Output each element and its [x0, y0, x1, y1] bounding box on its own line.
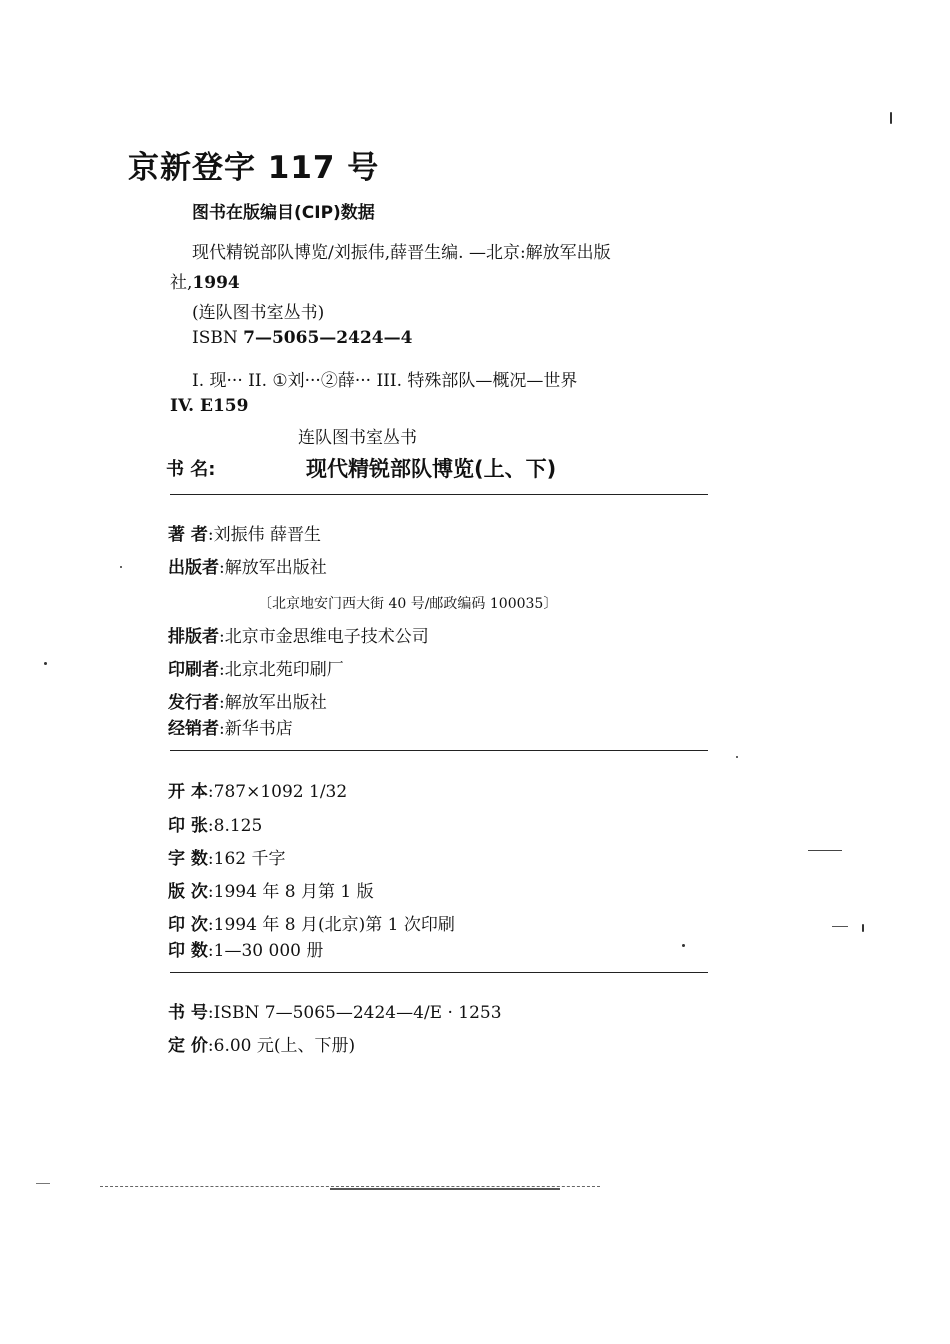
divider-3: [170, 972, 708, 973]
seller-label: 经销者: [168, 719, 219, 739]
cip-description-line1: 现代精锐部队博览/刘振伟,薛晋生编. —北京:解放军出版: [192, 243, 611, 263]
divider-1: [170, 494, 708, 495]
book-number-value: :ISBN 7—5065—2424—4/E · 1253: [207, 1003, 502, 1023]
cip-classification-line2: IV. E159: [170, 396, 249, 416]
book-title: 现代精锐部队博览(上、下): [306, 457, 557, 481]
print-run-label: 印 数: [168, 941, 208, 961]
cip-series-note: (连队图书室丛书): [192, 303, 325, 323]
format-row: [168, 777, 347, 802]
printer-label: 印刷者: [168, 660, 219, 680]
registration-number: 京新登字 117 号: [128, 150, 380, 186]
print-run-row: [168, 936, 323, 961]
series-name: 连队图书室丛书: [298, 428, 417, 448]
scan-smudge: [36, 1183, 50, 1184]
cip-classification-line1: I. 现··· II. ①刘···②薛··· III. 特殊部队—概况—世界: [192, 371, 578, 391]
cip-isbn-prefix: ISBN: [192, 328, 244, 348]
scan-smudge: [330, 1188, 560, 1190]
cip-publisher-tail: 社,: [170, 273, 193, 293]
cip-description-line2: [170, 268, 240, 293]
printing-label: 印 次: [168, 915, 208, 935]
price-row: [168, 1031, 355, 1056]
distributor-value: :解放军出版社: [219, 693, 327, 713]
publisher-row: [168, 553, 327, 578]
typesetter-label: 排版者: [168, 627, 219, 647]
book-number-label: 书 号: [168, 1003, 208, 1023]
seller-row: [168, 714, 293, 739]
edition-label: 版 次: [168, 882, 208, 902]
author-row: [168, 520, 321, 545]
edition-value: :1994 年 8 月第 1 版: [207, 882, 374, 902]
sheets-value: :8.125: [207, 816, 263, 836]
printer-row: [168, 655, 344, 680]
book-number-row: [168, 998, 502, 1023]
printer-value: :北京北苑印刷厂: [219, 660, 344, 680]
author-label: 著 者: [168, 525, 208, 545]
edition-row: [168, 877, 374, 902]
scan-speck: [682, 944, 685, 947]
author-value: :刘振伟 薛晋生: [207, 525, 322, 545]
print-run-value: :1—30 000 册: [207, 941, 324, 961]
format-label: 开 本: [168, 782, 208, 802]
printing-row: [168, 910, 455, 935]
price-label: 定 价: [168, 1036, 208, 1056]
scan-speck: [120, 566, 122, 568]
word-count-row: [168, 844, 286, 869]
price-value: :6.00 元(上、下册): [207, 1036, 356, 1056]
printing-value: :1994 年 8 月(北京)第 1 次印刷: [207, 915, 455, 935]
format-value: :787×1092 1/32: [207, 782, 348, 802]
sheets-row: [168, 811, 262, 836]
distributor-row: [168, 688, 327, 713]
publisher-address: 〔北京地安门西大街 40 号/邮政编码 100035〕: [258, 596, 558, 612]
divider-2: [170, 750, 708, 751]
book-title-label: 书 名:: [166, 459, 216, 480]
publisher-value: :解放军出版社: [219, 558, 327, 578]
scan-speck: [890, 112, 892, 124]
cip-year: 1994: [192, 273, 240, 293]
scan-speck: [862, 924, 864, 932]
typesetter-value: :北京市金思维电子技术公司: [219, 627, 429, 647]
sheets-label: 印 张: [168, 816, 208, 836]
typesetter-row: [168, 622, 429, 647]
scan-smudge: [808, 850, 842, 851]
word-count-value: :162 千字: [207, 849, 286, 869]
distributor-label: 发行者: [168, 693, 219, 713]
scan-smudge: [832, 926, 848, 927]
seller-value: :新华书店: [219, 719, 293, 739]
cip-isbn: [192, 328, 412, 348]
word-count-label: 字 数: [168, 849, 208, 869]
scan-speck: [44, 662, 47, 665]
cip-heading: 图书在版编目(CIP)数据: [192, 203, 375, 223]
scan-speck: [736, 756, 738, 758]
cip-isbn-value: 7—5065—2424—4: [243, 328, 413, 348]
scan-smudge: [100, 1186, 600, 1187]
publisher-label: 出版者: [168, 558, 219, 578]
